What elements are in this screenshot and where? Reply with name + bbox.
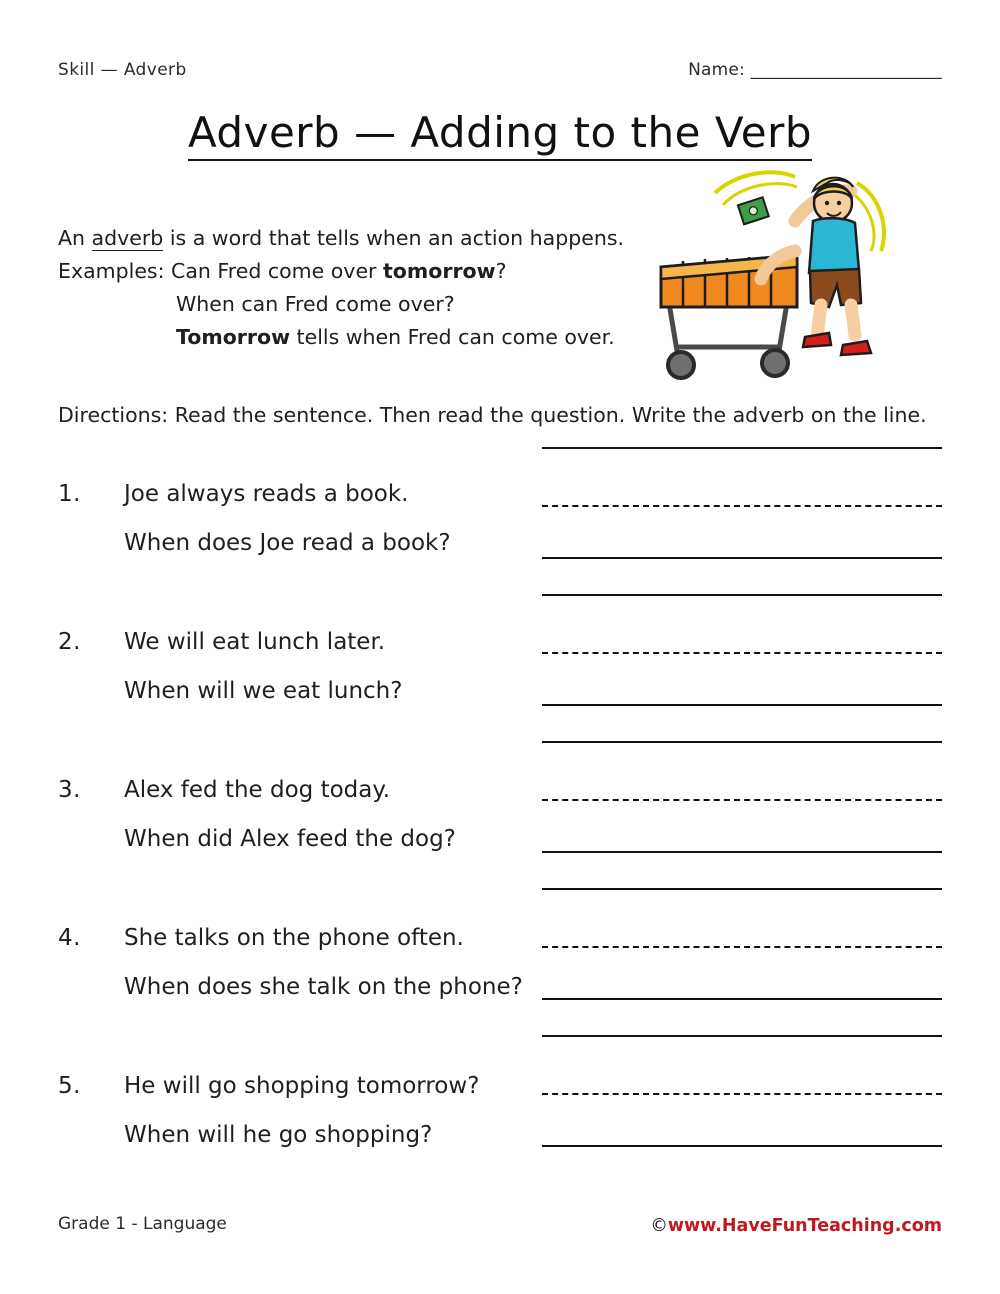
question-sentence: We will eat lunch later.	[124, 629, 386, 655]
question-prompt: When will we eat lunch?	[124, 678, 403, 704]
example-line-2	[58, 288, 658, 321]
skill-label: Skill — Adverb	[58, 60, 187, 80]
examples-label: Examples:	[58, 259, 165, 283]
directions-label: Directions:	[58, 403, 169, 427]
answer-line-group[interactable]	[542, 888, 942, 1035]
example-3-post: tells when Fred can come over.	[290, 325, 615, 349]
answer-line-bottom	[542, 704, 942, 706]
question-body	[124, 914, 528, 1012]
answer-line-middle-dashed	[542, 1093, 942, 1095]
definition-pre: An	[58, 226, 92, 250]
answer-line-bottom	[542, 998, 942, 1000]
answer-line-group[interactable]	[542, 741, 942, 888]
answer-lines-area	[542, 447, 942, 1182]
answer-line-bottom	[542, 557, 942, 559]
question-body	[124, 470, 528, 568]
question-sentence: Alex fed the dog today.	[124, 777, 391, 803]
example-1-pre: Can Fred come over	[164, 259, 383, 283]
definition-term: adverb	[91, 226, 164, 250]
question-number: 1.	[58, 481, 81, 507]
example-1-adverb: tomorrow	[383, 259, 496, 283]
question-number: 3.	[58, 777, 81, 803]
question-body	[124, 618, 528, 716]
answer-line-group[interactable]	[542, 1035, 942, 1182]
answer-line-top	[542, 741, 942, 743]
footer-website-text: www.HaveFunTeaching.com	[667, 1216, 942, 1236]
question-sentence: He will go shopping tomorrow?	[124, 1073, 480, 1099]
question-number: 4.	[58, 925, 81, 951]
answer-line-bottom	[542, 851, 942, 853]
boy-with-cart-illustration	[645, 155, 945, 400]
example-line-3	[58, 321, 658, 354]
list-item	[58, 470, 528, 568]
directions-line	[58, 400, 948, 430]
page-title-text: Adverb — Adding to the Verb	[188, 108, 812, 161]
answer-line-top	[542, 447, 942, 449]
list-item	[58, 618, 528, 716]
question-body	[124, 1062, 528, 1160]
definition-line	[58, 222, 658, 255]
list-item	[58, 1062, 528, 1160]
answer-line-top	[542, 888, 942, 890]
question-body	[124, 766, 528, 864]
answer-line-top	[542, 1035, 942, 1037]
example-3-adverb: Tomorrow	[176, 325, 291, 349]
footer-grade-label: Grade 1 - Language	[58, 1214, 227, 1234]
example-line-1	[58, 255, 658, 288]
question-prompt: When will he go shopping?	[124, 1122, 433, 1148]
question-prompt: When does she talk on the phone?	[124, 974, 523, 1000]
answer-line-bottom	[542, 1145, 942, 1147]
answer-line-top	[542, 594, 942, 596]
worksheet-header	[58, 60, 942, 80]
question-sentence: Joe always reads a book.	[124, 481, 409, 507]
answer-line-middle-dashed	[542, 505, 942, 507]
question-prompt: When did Alex feed the dog?	[124, 826, 456, 852]
page-title	[0, 108, 1000, 157]
example-2-text: When can Fred come over?	[176, 292, 455, 316]
answer-line-group[interactable]	[542, 594, 942, 741]
question-number: 5.	[58, 1073, 81, 1099]
intro-block	[58, 222, 658, 354]
question-number: 2.	[58, 629, 81, 655]
answer-line-group[interactable]	[542, 447, 942, 594]
list-item	[58, 914, 528, 1012]
example-1-post: ?	[495, 259, 507, 283]
answer-line-middle-dashed	[542, 946, 942, 948]
question-list	[58, 470, 528, 1210]
answer-line-middle-dashed	[542, 799, 942, 801]
illustration-artwork	[645, 155, 945, 400]
question-sentence: She talks on the phone often.	[124, 925, 464, 951]
question-prompt: When does Joe read a book?	[124, 530, 451, 556]
name-field-label: Name: ______________________	[688, 60, 942, 80]
answer-line-middle-dashed	[542, 652, 942, 654]
footer-website	[650, 1216, 942, 1236]
list-item	[58, 766, 528, 864]
directions-text: Read the sentence. Then read the question. Write the adverb on the line.	[168, 403, 927, 427]
definition-post: is a word that tells when an action happens.	[163, 226, 625, 250]
copyright-icon: ©	[650, 1216, 668, 1236]
